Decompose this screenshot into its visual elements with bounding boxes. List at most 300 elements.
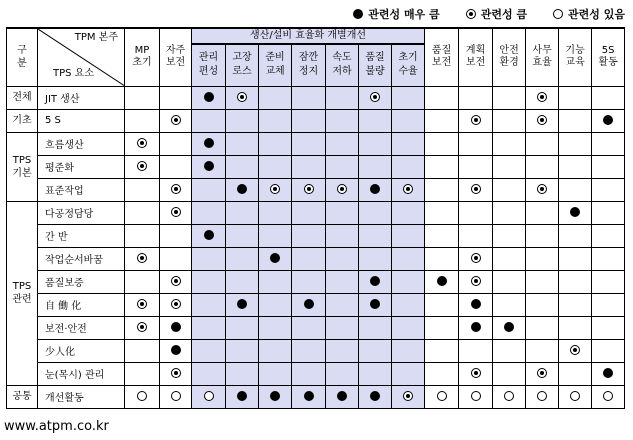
- matrix-cell: [493, 109, 526, 132]
- header-diagonal-cell: [38, 28, 125, 86]
- double-circle-icon: [466, 9, 476, 19]
- row-label: 간 반: [38, 224, 125, 247]
- matrix-cell: [292, 178, 326, 201]
- row-label: 개선활동: [38, 385, 125, 408]
- filled-circle-icon: [370, 184, 380, 194]
- table-row: [7, 293, 625, 316]
- matrix-cell: [526, 201, 559, 224]
- matrix-cell: [226, 132, 259, 155]
- matrix-cell: [592, 201, 625, 224]
- matrix-cell: [493, 155, 526, 178]
- row-label: 보전·안전: [38, 316, 125, 339]
- double-circle-icon: [171, 115, 181, 125]
- matrix-cell: [292, 293, 326, 316]
- double-circle-icon: [471, 276, 481, 286]
- matrix-cell: [359, 86, 392, 109]
- matrix-cell: [493, 247, 526, 270]
- matrix-cell: [559, 109, 592, 132]
- matrix-cell: [425, 178, 459, 201]
- matrix-cell: [526, 293, 559, 316]
- matrix-cell: [292, 385, 326, 408]
- matrix-cell: [559, 270, 592, 293]
- legend-label: 관련성 있음: [568, 8, 625, 21]
- matrix-cell: [192, 339, 226, 362]
- matrix-cell: [392, 247, 425, 270]
- footer-url: www.atpm.co.kr: [4, 419, 109, 434]
- matrix-cell: [559, 362, 592, 385]
- empty-circle-icon: [553, 9, 563, 19]
- matrix-cell: [292, 362, 326, 385]
- matrix-cell: [125, 385, 160, 408]
- matrix-cell: [125, 247, 160, 270]
- column-header: 안전 환경: [493, 28, 526, 86]
- filled-circle-icon: [304, 391, 314, 401]
- matrix-cell: [160, 247, 192, 270]
- matrix-cell: [425, 270, 459, 293]
- table-row: [7, 316, 625, 339]
- row-label: 품질보증: [38, 270, 125, 293]
- double-circle-icon: [537, 92, 547, 102]
- matrix-cell: [592, 109, 625, 132]
- table-row: [7, 362, 625, 385]
- matrix-cell: [160, 224, 192, 247]
- matrix-cell: [326, 201, 359, 224]
- legend-label: 관련성 큼: [480, 8, 528, 21]
- matrix-cell: [326, 178, 359, 201]
- double-circle-icon: [171, 299, 181, 309]
- matrix-cell: [292, 155, 326, 178]
- header-category: 구 분: [7, 28, 38, 86]
- double-circle-icon: [471, 115, 481, 125]
- matrix-cell: [459, 109, 493, 132]
- matrix-cell: [326, 155, 359, 178]
- matrix-cell: [592, 247, 625, 270]
- matrix-cell: [125, 270, 160, 293]
- matrix-cell: [493, 385, 526, 408]
- matrix-cell: [292, 86, 326, 109]
- matrix-cell: [192, 86, 226, 109]
- matrix-cell: [259, 270, 292, 293]
- matrix-cell: [125, 224, 160, 247]
- filled-circle-icon: [370, 299, 380, 309]
- matrix-cell: [392, 339, 425, 362]
- matrix-cell: [526, 155, 559, 178]
- filled-circle-icon: [471, 322, 481, 332]
- matrix-cell: [459, 270, 493, 293]
- matrix-cell: [160, 270, 192, 293]
- row-category: TPS 관련: [7, 201, 38, 385]
- matrix-cell: [592, 132, 625, 155]
- row-label: 흐름생산: [38, 132, 125, 155]
- filled-circle-icon: [370, 276, 380, 286]
- matrix-cell: [160, 109, 192, 132]
- matrix-cell: [226, 201, 259, 224]
- matrix-cell: [160, 385, 192, 408]
- matrix-cell: [459, 132, 493, 155]
- filled-circle-icon: [237, 391, 247, 401]
- double-circle-icon: [237, 92, 247, 102]
- row-category: 기초: [7, 109, 38, 132]
- matrix-cell: [359, 132, 392, 155]
- matrix-cell: [459, 385, 493, 408]
- matrix-cell: [259, 201, 292, 224]
- matrix-cell: [125, 339, 160, 362]
- matrix-cell: [559, 86, 592, 109]
- double-circle-icon: [471, 253, 481, 263]
- matrix-cell: [425, 293, 459, 316]
- matrix-cell: [259, 385, 292, 408]
- matrix-cell: [459, 362, 493, 385]
- filled-circle-icon: [204, 230, 214, 240]
- matrix-cell: [526, 86, 559, 109]
- column-header: 고장 로스: [226, 44, 259, 86]
- matrix-cell: [359, 385, 392, 408]
- legend-item: [466, 6, 527, 22]
- table-row: [7, 247, 625, 270]
- row-category: 전체: [7, 86, 38, 109]
- table-row: [7, 109, 625, 132]
- matrix-cell: [392, 293, 425, 316]
- matrix-cell: [326, 247, 359, 270]
- matrix-cell: [359, 316, 392, 339]
- matrix-cell: [226, 178, 259, 201]
- double-circle-icon: [171, 276, 181, 286]
- group-header: 생산/설비 효율화 개별개선: [192, 28, 425, 44]
- column-header: 5S 활동: [592, 28, 625, 86]
- filled-circle-icon: [603, 368, 613, 378]
- matrix-cell: [493, 224, 526, 247]
- matrix-cell: [192, 293, 226, 316]
- matrix-cell: [192, 201, 226, 224]
- matrix-cell: [392, 178, 425, 201]
- row-label: 少人化: [38, 339, 125, 362]
- matrix-cell: [592, 178, 625, 201]
- double-circle-icon: [171, 368, 181, 378]
- table-row: [7, 155, 625, 178]
- matrix-cell: [359, 224, 392, 247]
- table-row: [7, 86, 625, 109]
- matrix-cell: [259, 339, 292, 362]
- matrix-cell: [125, 293, 160, 316]
- matrix-cell: [459, 293, 493, 316]
- matrix-cell: [160, 86, 192, 109]
- matrix-cell: [259, 293, 292, 316]
- double-circle-icon: [370, 92, 380, 102]
- table-row: [7, 132, 625, 155]
- empty-circle-icon: [204, 391, 214, 401]
- matrix-cell: [559, 224, 592, 247]
- row-label: JIT 생산: [38, 86, 125, 109]
- matrix-cell: [326, 270, 359, 293]
- filled-circle-icon: [504, 322, 514, 332]
- tpm-label: TPM 본주: [74, 32, 118, 43]
- row-label: 눈(목시) 관리: [38, 362, 125, 385]
- matrix-cell: [259, 247, 292, 270]
- matrix-cell: [493, 270, 526, 293]
- matrix-cell: [359, 178, 392, 201]
- matrix-cell: [526, 132, 559, 155]
- matrix-cell: [259, 178, 292, 201]
- matrix-cell: [192, 385, 226, 408]
- matrix-cell: [392, 109, 425, 132]
- matrix-cell: [160, 155, 192, 178]
- matrix-cell: [292, 109, 326, 132]
- matrix-cell: [326, 385, 359, 408]
- double-circle-icon: [537, 115, 547, 125]
- filled-circle-icon: [237, 299, 247, 309]
- column-header: 속도 저하: [326, 44, 359, 86]
- double-circle-icon: [304, 184, 314, 194]
- matrix-cell: [592, 86, 625, 109]
- matrix-cell: [359, 247, 392, 270]
- matrix-cell: [392, 132, 425, 155]
- matrix-cell: [592, 316, 625, 339]
- empty-circle-icon: [504, 391, 514, 401]
- matrix-cell: [359, 270, 392, 293]
- empty-circle-icon: [471, 391, 481, 401]
- column-header: MP 초기: [125, 28, 160, 86]
- double-circle-icon: [471, 368, 481, 378]
- double-circle-icon: [471, 184, 481, 194]
- matrix-cell: [326, 339, 359, 362]
- filled-circle-icon: [204, 92, 214, 102]
- empty-circle-icon: [137, 391, 147, 401]
- matrix-cell: [226, 316, 259, 339]
- matrix-cell: [160, 339, 192, 362]
- matrix-cell: [359, 201, 392, 224]
- matrix-cell: [559, 293, 592, 316]
- matrix-cell: [125, 201, 160, 224]
- matrix-cell: [292, 224, 326, 247]
- table-row: [7, 270, 625, 293]
- matrix-cell: [292, 339, 326, 362]
- matrix-cell: [559, 385, 592, 408]
- table-row: [7, 201, 625, 224]
- table-row: [7, 385, 625, 408]
- matrix-cell: [559, 178, 592, 201]
- filled-circle-icon: [171, 345, 181, 355]
- matrix-cell: [459, 316, 493, 339]
- matrix-cell: [125, 178, 160, 201]
- matrix-cell: [192, 247, 226, 270]
- row-category: TPS 기본: [7, 132, 38, 201]
- matrix-cell: [192, 109, 226, 132]
- matrix-cell: [160, 316, 192, 339]
- matrix-cell: [226, 385, 259, 408]
- filled-circle-icon: [370, 391, 380, 401]
- filled-circle-icon: [204, 161, 214, 171]
- tps-label: TPS 요소: [53, 67, 94, 79]
- matrix-cell: [326, 109, 359, 132]
- filled-circle-icon: [237, 184, 247, 194]
- double-circle-icon: [137, 322, 147, 332]
- matrix-cell: [425, 385, 459, 408]
- table-row: [7, 178, 625, 201]
- matrix-cell: [292, 316, 326, 339]
- matrix-cell: [259, 132, 292, 155]
- matrix-cell: [425, 247, 459, 270]
- matrix-cell: [493, 362, 526, 385]
- empty-circle-icon: [171, 391, 181, 401]
- column-header: 준비 교체: [259, 44, 292, 86]
- matrix-cell: [359, 155, 392, 178]
- column-header: 기능 교육: [559, 28, 592, 86]
- matrix-cell: [125, 316, 160, 339]
- matrix-cell: [226, 362, 259, 385]
- matrix-cell: [292, 132, 326, 155]
- matrix-cell: [526, 362, 559, 385]
- matrix-cell: [292, 270, 326, 293]
- matrix-cell: [526, 316, 559, 339]
- matrix-cell: [226, 109, 259, 132]
- matrix-cell: [425, 362, 459, 385]
- matrix-cell: [425, 86, 459, 109]
- matrix-cell: [160, 362, 192, 385]
- matrix-cell: [592, 224, 625, 247]
- matrix-cell: [359, 109, 392, 132]
- matrix-cell: [425, 339, 459, 362]
- matrix-cell: [459, 224, 493, 247]
- double-circle-icon: [337, 184, 347, 194]
- tpm-tps-matrix: [6, 27, 625, 409]
- matrix-cell: [259, 109, 292, 132]
- matrix-cell: [592, 362, 625, 385]
- matrix-cell: [125, 109, 160, 132]
- matrix-cell: [226, 270, 259, 293]
- matrix-cell: [425, 109, 459, 132]
- matrix-cell: [559, 132, 592, 155]
- matrix-cell: [392, 224, 425, 247]
- matrix-cell: [459, 247, 493, 270]
- matrix-cell: [326, 316, 359, 339]
- double-circle-icon: [570, 345, 580, 355]
- filled-circle-icon: [437, 276, 447, 286]
- matrix-cell: [125, 132, 160, 155]
- matrix-cell: [526, 178, 559, 201]
- double-circle-icon: [137, 161, 147, 171]
- double-circle-icon: [171, 207, 181, 217]
- column-header: 사무 효율: [526, 28, 559, 86]
- matrix-cell: [392, 362, 425, 385]
- matrix-cell: [526, 385, 559, 408]
- matrix-cell: [425, 132, 459, 155]
- matrix-cell: [526, 247, 559, 270]
- row-label: 작업순서바꿈: [38, 247, 125, 270]
- filled-circle-icon: [603, 115, 613, 125]
- matrix-cell: [493, 201, 526, 224]
- matrix-cell: [526, 109, 559, 132]
- row-category: 공통: [7, 385, 38, 408]
- filled-circle-icon: [270, 253, 280, 263]
- matrix-cell: [493, 178, 526, 201]
- filled-circle-icon: [204, 138, 214, 148]
- matrix-cell: [125, 86, 160, 109]
- double-circle-icon: [137, 299, 147, 309]
- column-header: 관리 편성: [192, 44, 226, 86]
- matrix-cell: [392, 385, 425, 408]
- matrix-cell: [326, 132, 359, 155]
- filled-circle-icon: [304, 299, 314, 309]
- empty-circle-icon: [570, 391, 580, 401]
- matrix-cell: [359, 362, 392, 385]
- matrix-cell: [459, 201, 493, 224]
- matrix-cell: [559, 316, 592, 339]
- matrix-cell: [326, 293, 359, 316]
- matrix-cell: [526, 270, 559, 293]
- matrix-cell: [292, 201, 326, 224]
- matrix-cell: [459, 178, 493, 201]
- matrix-cell: [226, 86, 259, 109]
- double-circle-icon: [403, 391, 413, 401]
- double-circle-icon: [137, 253, 147, 263]
- table-row: [7, 224, 625, 247]
- matrix-cell: [160, 293, 192, 316]
- matrix-cell: [160, 132, 192, 155]
- matrix-cell: [326, 224, 359, 247]
- matrix-cell: [425, 155, 459, 178]
- matrix-cell: [592, 339, 625, 362]
- matrix-cell: [226, 339, 259, 362]
- matrix-cell: [326, 86, 359, 109]
- legend-item: [553, 6, 625, 22]
- matrix-cell: [192, 316, 226, 339]
- matrix-cell: [125, 362, 160, 385]
- matrix-cell: [493, 316, 526, 339]
- matrix-cell: [359, 339, 392, 362]
- column-header: 잠깐 정지: [292, 44, 326, 86]
- double-circle-icon: [137, 138, 147, 148]
- column-header: 초기 수율: [392, 44, 425, 86]
- column-header: 품질 불량: [359, 44, 392, 86]
- matrix-cell: [459, 155, 493, 178]
- row-label: 다공정담당: [38, 201, 125, 224]
- matrix-cell: [459, 86, 493, 109]
- double-circle-icon: [537, 184, 547, 194]
- double-circle-icon: [171, 184, 181, 194]
- matrix-cell: [459, 339, 493, 362]
- matrix-cell: [226, 224, 259, 247]
- row-label: 평준화: [38, 155, 125, 178]
- matrix-cell: [493, 132, 526, 155]
- filled-circle-icon: [337, 391, 347, 401]
- legend-item: [353, 6, 439, 22]
- matrix-cell: [160, 201, 192, 224]
- row-label: 自 働 化: [38, 293, 125, 316]
- legend: [353, 6, 625, 22]
- matrix-cell: [259, 362, 292, 385]
- matrix-cell: [592, 293, 625, 316]
- matrix-cell: [425, 224, 459, 247]
- matrix-cell: [226, 247, 259, 270]
- matrix-cell: [493, 339, 526, 362]
- matrix-cell: [192, 155, 226, 178]
- double-circle-icon: [270, 184, 280, 194]
- matrix-cell: [425, 316, 459, 339]
- filled-circle-icon: [570, 207, 580, 217]
- matrix-cell: [559, 247, 592, 270]
- matrix-cell: [326, 362, 359, 385]
- matrix-cell: [493, 86, 526, 109]
- matrix-cell: [192, 178, 226, 201]
- legend-label: 관련성 매우 큼: [368, 8, 440, 21]
- matrix-cell: [392, 155, 425, 178]
- matrix-cell: [392, 86, 425, 109]
- empty-circle-icon: [437, 391, 447, 401]
- matrix-cell: [559, 339, 592, 362]
- matrix-cell: [592, 155, 625, 178]
- matrix-cell: [559, 201, 592, 224]
- matrix-cell: [493, 293, 526, 316]
